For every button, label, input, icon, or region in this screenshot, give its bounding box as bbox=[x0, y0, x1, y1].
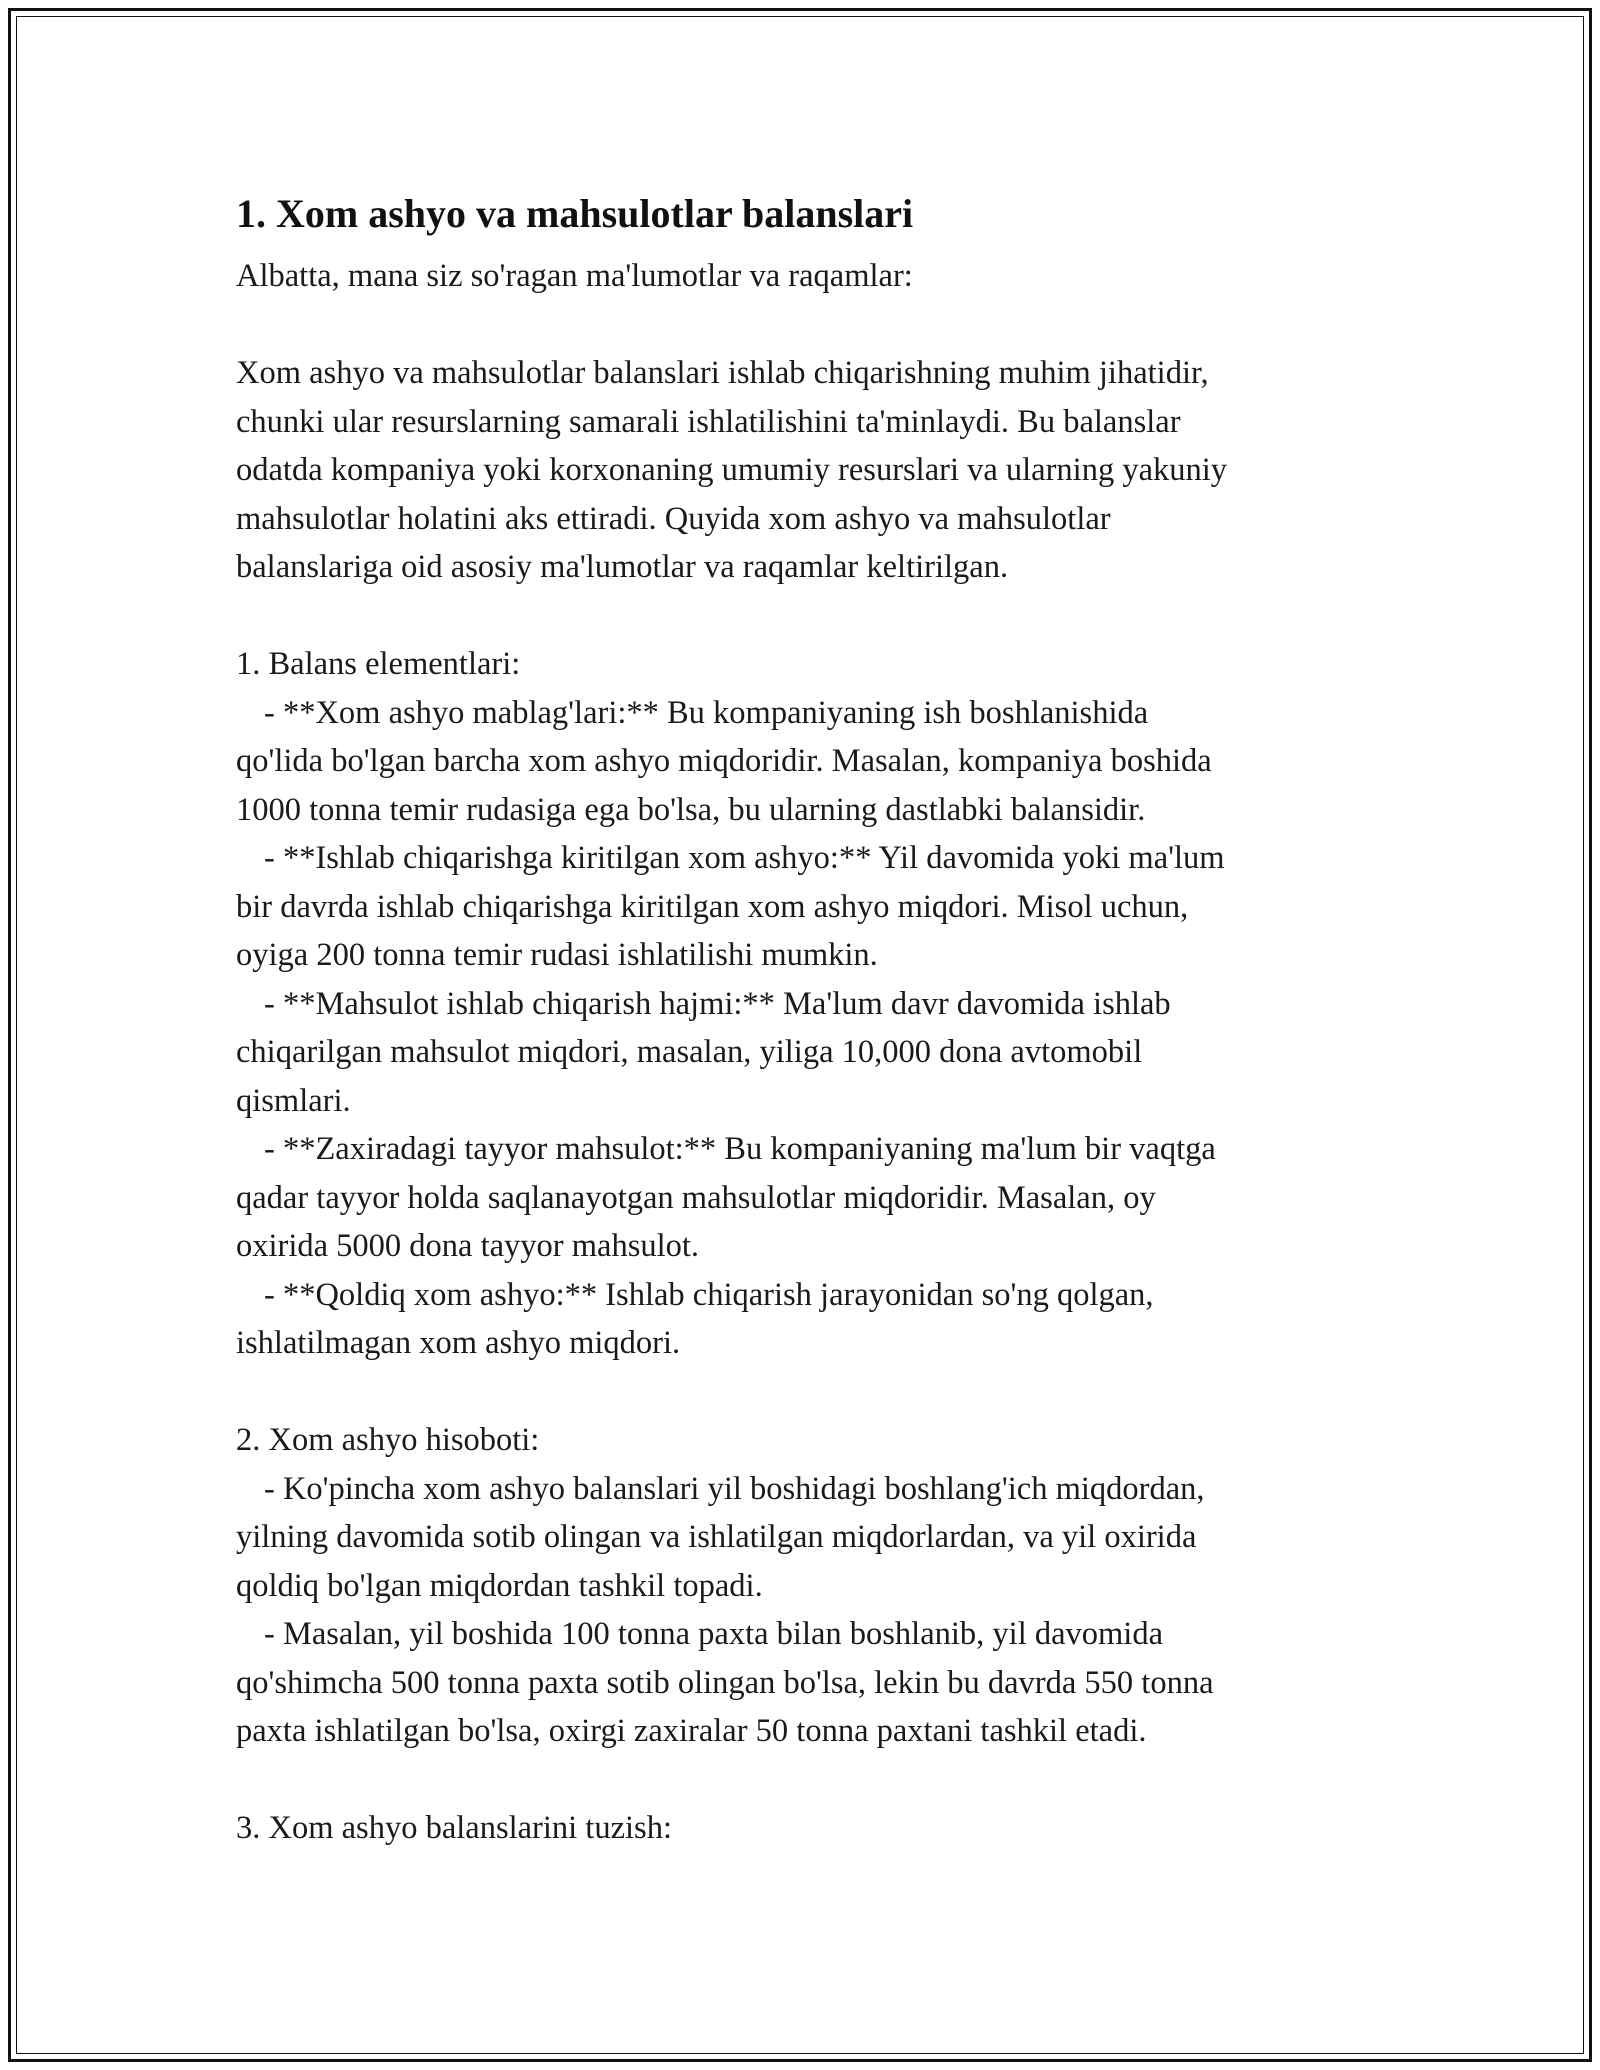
spacer bbox=[236, 1756, 1366, 1805]
list-item-continuation bbox=[236, 1659, 1366, 1708]
list-item-continuation bbox=[236, 1028, 1366, 1077]
paragraph-line: mahsulotlar holatini aks ettiradi. Quyida xom ashyo va mahsulotlar bbox=[236, 500, 1111, 537]
document-title: 1. Xom ashyo va mahsulotlar balanslari bbox=[236, 191, 914, 236]
line-text: bir davrda ishlab chiqarishga kiritilgan xom ashyo miqdori. Misol uchun, bbox=[236, 888, 1189, 925]
list-item bbox=[236, 1610, 1366, 1659]
line-text: qismlari. bbox=[236, 1082, 351, 1119]
paragraph-line: odatda kompaniya yoki korxonaning umumiy resurslari va ularning yakuniy bbox=[236, 452, 1228, 488]
list-item-continuation bbox=[236, 1222, 1366, 1271]
list-item-continuation bbox=[236, 883, 1366, 932]
section-balance-elements bbox=[236, 640, 1366, 1368]
section-heading: 3. Xom ashyo balanslarini tuzish: bbox=[236, 1810, 672, 1846]
list-item-continuation bbox=[236, 1174, 1366, 1223]
section-heading: 2. Xom ashyo hisoboti: bbox=[236, 1422, 540, 1458]
line-text: - **Ishlab chiqarishga kiritilgan xom ashyo:** Yil davomida yoki ma'lum bbox=[264, 840, 1225, 876]
list-item-continuation bbox=[236, 1513, 1366, 1562]
spacer bbox=[236, 301, 1366, 350]
list-item-continuation bbox=[236, 1707, 1366, 1756]
list-item bbox=[236, 1125, 1366, 1174]
list-item bbox=[236, 834, 1366, 883]
list-item-continuation bbox=[236, 931, 1366, 980]
list-item bbox=[236, 1465, 1366, 1514]
intro-text: Albatta, mana siz so'ragan ma'lumotlar va raqamlar: bbox=[236, 258, 913, 294]
line-text: chiqarilgan mahsulot miqdori, masalan, yiliga 10,000 dona avtomobil bbox=[236, 1034, 1143, 1070]
list-item bbox=[236, 980, 1366, 1029]
line-text: - **Mahsulot ishlab chiqarish hajmi:** Ma'lum davr davomida ishlab bbox=[264, 985, 1171, 1022]
document-body bbox=[236, 186, 1366, 1853]
list-item bbox=[236, 1271, 1366, 1320]
line-text: oxirida 5000 dona tayyor mahsulot. bbox=[236, 1228, 700, 1264]
list-item bbox=[236, 689, 1366, 738]
spacer bbox=[236, 592, 1366, 641]
line-text: - **Xom ashyo mablag'lari:** Bu kompaniyaning ish boshlanishida bbox=[264, 694, 1149, 731]
paragraph-line: chunki ular resurslarning samarali ishlatilishini ta'minlaydi. Bu balanslar bbox=[236, 403, 1181, 440]
line-text: - Masalan, yil boshida 100 tonna paxta bilan boshlanib, yil davomida bbox=[264, 1616, 1164, 1652]
list-item-continuation bbox=[236, 1562, 1366, 1611]
section-lines bbox=[236, 1465, 1366, 1756]
list-item-continuation bbox=[236, 1077, 1366, 1126]
section-heading: 1. Balans elementlari: bbox=[236, 646, 521, 682]
list-item-continuation bbox=[236, 737, 1366, 786]
line-text: - **Zaxiradagi tayyor mahsulot:** Bu kompaniyaning ma'lum bir vaqtga bbox=[264, 1131, 1216, 1167]
list-item-continuation bbox=[236, 1319, 1366, 1368]
spacer bbox=[236, 1368, 1366, 1417]
line-text: qoldiq bo'lgan miqdordan tashkil topadi. bbox=[236, 1567, 763, 1604]
paragraph-line: Xom ashyo va mahsulotlar balanslari ishlab chiqarishning muhim jihatidir, bbox=[236, 355, 1209, 391]
line-text: paxta ishlatilgan bo'lsa, oxirgi zaxiralar 50 tonna paxtani tashkil etadi. bbox=[236, 1713, 1147, 1749]
line-text: oyiga 200 tonna temir rudasi ishlatilishi mumkin. bbox=[236, 937, 878, 973]
line-text: - Ko'pincha xom ashyo balanslari yil boshidagi boshlang'ich miqdordan, bbox=[264, 1470, 1205, 1507]
line-text: qadar tayyor holda saqlanayotgan mahsulotlar miqdoridir. Masalan, oy bbox=[236, 1179, 1156, 1216]
section-lines bbox=[236, 689, 1366, 1368]
line-text: yilning davomida sotib olingan va ishlatilgan miqdorlardan, va yil oxirida bbox=[236, 1519, 1197, 1555]
line-text: - **Qoldiq xom ashyo:** Ishlab chiqarish jarayonidan so'ng qolgan, bbox=[264, 1276, 1154, 1313]
line-text: 1000 tonna temir rudasiga ega bo'lsa, bu ularning dastlabki balansidir. bbox=[236, 791, 1146, 828]
section-raw-material-report bbox=[236, 1416, 1366, 1756]
line-text: qo'shimcha 500 tonna paxta sotib olingan bo'lsa, lekin bu davrda 550 tonna bbox=[236, 1664, 1214, 1701]
line-text: ishlatilmagan xom ashyo miqdori. bbox=[236, 1325, 681, 1361]
section-building-balances bbox=[236, 1804, 1366, 1853]
main-paragraph bbox=[236, 349, 1366, 592]
list-item-continuation bbox=[236, 786, 1366, 835]
line-text: qo'lida bo'lgan barcha xom ashyo miqdoridir. Masalan, kompaniya boshida bbox=[236, 743, 1212, 779]
paragraph-line: balanslariga oid asosiy ma'lumotlar va raqamlar keltirilgan. bbox=[236, 549, 1009, 585]
